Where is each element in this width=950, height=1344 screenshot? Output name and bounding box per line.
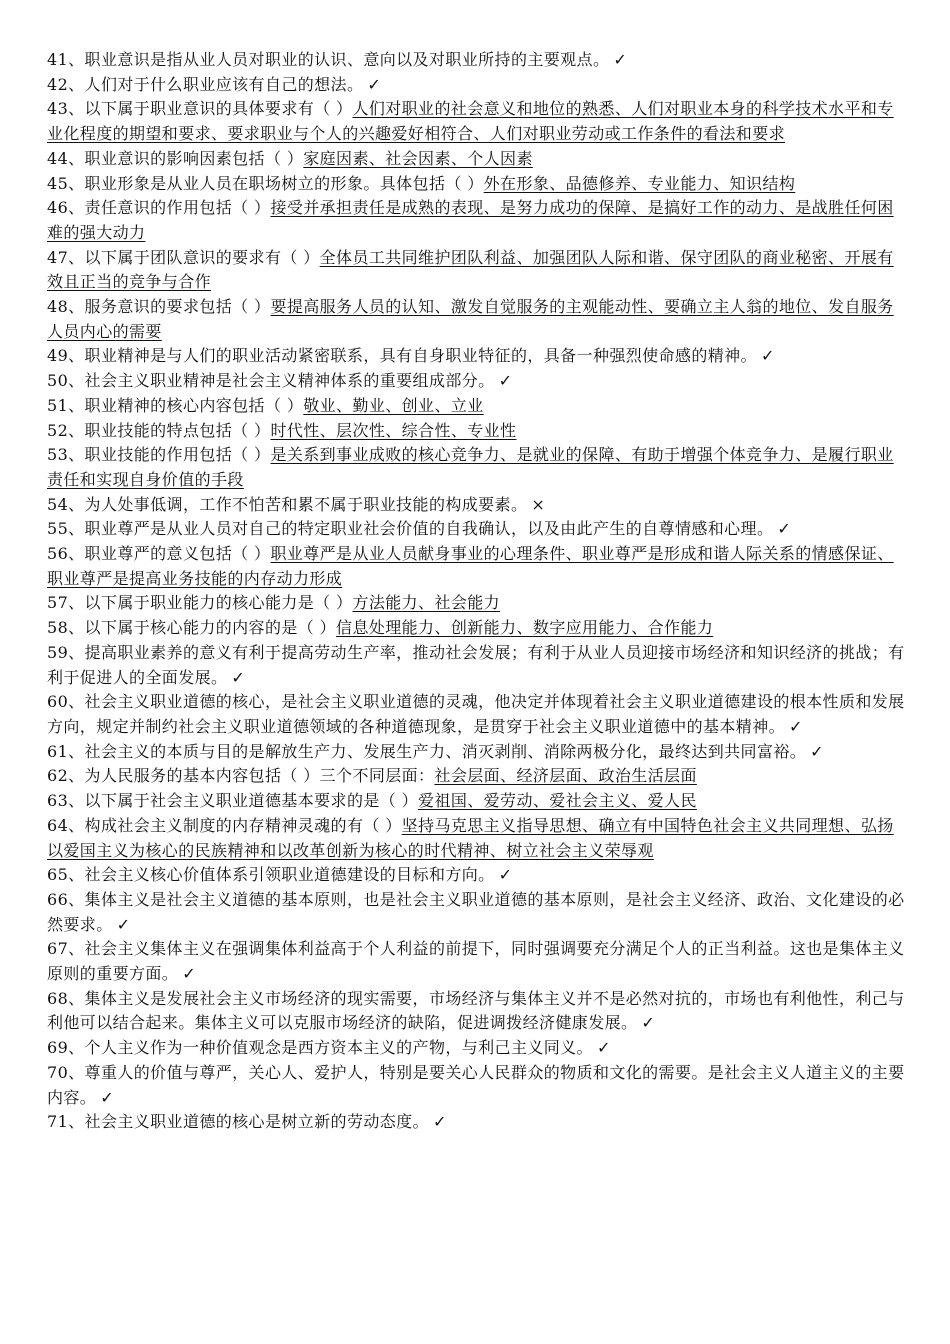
question-58 [47, 616, 906, 641]
check-mark: ✓ [182, 964, 197, 984]
check-mark: ✓ [116, 914, 131, 934]
question-text: 46、责任意识的作用包括（ ） [47, 198, 271, 218]
question-68 [47, 987, 906, 1036]
answer-text: 方法能力、社会能力 [352, 593, 501, 613]
question-50 [47, 369, 906, 394]
check-mark: ✓ [231, 667, 246, 687]
question-43 [47, 97, 906, 146]
question-42 [47, 73, 906, 98]
question-text: 51、职业精神的核心内容包括（ ） [47, 395, 304, 415]
question-61 [47, 740, 906, 765]
question-47 [47, 246, 906, 295]
check-mark: ✓ [498, 371, 513, 391]
question-70 [47, 1061, 906, 1110]
question-text: 68、集体主义是发展社会主义市场经济的现实需要，市场经济与集体主义并不是必然对抗的，市场也有利他性，利己与利他可以结合起来。集体主义可以克服市场经济的缺陷，促进调拨经济健康发展。 [47, 988, 905, 1033]
question-57 [47, 591, 906, 616]
question-text: 43、以下属于职业意识的具体要求有（ ） [47, 99, 353, 119]
question-46 [47, 196, 906, 245]
answer-text: 接受并承担责任是成熟的表现、是努力成功的保障、是搞好工作的动力、是战胜任何困难的强大动力 [47, 198, 894, 242]
check-mark: ✓ [498, 865, 513, 885]
question-text: 57、以下属于职业能力的核心能力是（ ） [47, 593, 353, 613]
question-text: 53、职业技能的作用包括（ ） [47, 445, 271, 465]
answer-text: 敬业、勤业、创业、立业 [303, 395, 484, 415]
question-66 [47, 888, 906, 937]
question-56 [47, 542, 906, 591]
answer-text: 要提高服务人员的认知、激发自觉服务的主观能动性、要确立主人翁的地位、发自服务人员内心的需要 [47, 297, 894, 341]
question-text: 62、为人民服务的基本内容包括（ ）三个不同层面： [47, 766, 435, 786]
question-62 [47, 764, 906, 789]
check-mark: ✓ [613, 50, 628, 69]
cross-mark: × [531, 494, 546, 514]
check-mark: ✓ [100, 1087, 115, 1107]
question-text: 44、职业意识的影响因素包括（ ） [47, 148, 304, 168]
question-60 [47, 690, 906, 739]
answer-text: 是关系到事业成败的核心竞争力、是就业的保障、有助于增强个体竞争力、是履行职业责任和实现自身价值的手段 [47, 445, 894, 489]
question-45 [47, 172, 906, 197]
question-65 [47, 863, 906, 888]
answer-text: 家庭因素、社会因素、个人因素 [303, 148, 533, 168]
question-text: 54、为人处事低调，工作不怕苦和累不属于职业技能的构成要素。 [47, 494, 528, 514]
question-49 [47, 344, 906, 369]
question-48 [47, 295, 906, 344]
check-mark: ✓ [760, 346, 775, 366]
answer-text: 人们对职业的社会意义和地位的熟悉、人们对职业本身的科学技术水平和专业化程度的期望和要求、要求职业与个人的兴趣爱好相符合、人们对职业劳动或工作条件的看法和要求 [47, 99, 894, 144]
question-63 [47, 789, 906, 814]
question-41 [47, 48, 906, 73]
question-text: 45、职业形象是从业人员在职场树立的形象。具体包括（ ） [47, 173, 484, 193]
question-text: 63、以下属于社会主义职业道德基本要求的是（ ） [47, 791, 419, 811]
question-text: 59、提高职业素养的意义有利于提高劳动生产率，推动社会发展；有利于从业人员迎接市场经济和知识经济的挑战；有利于促进人的全面发展。 [47, 642, 905, 687]
question-text: 69、个人主义作为一种价值观念是西方资本主义的产物，与利己主义同义。 [47, 1038, 593, 1058]
answer-text: 全体员工共同维护团队利益、加强团队人际和谐、保守团队的商业秘密、开展有效且正当的竞争与合作 [47, 247, 894, 292]
answer-text: 社会层面、经济层面、政治生活层面 [434, 766, 697, 786]
question-71 [47, 1110, 906, 1135]
question-text: 48、服务意识的要求包括（ ） [47, 297, 271, 317]
check-mark: ✓ [432, 1112, 447, 1132]
question-text: 58、以下属于核心能力的内容的是（ ） [47, 618, 337, 638]
check-mark: ✓ [596, 1038, 611, 1058]
check-mark: ✓ [810, 741, 824, 761]
check-mark: ✓ [367, 74, 382, 94]
question-text: 55、职业尊严是从业人员对自己的特定职业社会价值的自我确认，以及由此产生的自尊情感和心理。 [47, 519, 774, 539]
question-text: 66、集体主义是社会主义道德的基本原则，也是社会主义职业道德的基本原则，是社会主义经济、政治、文化建设的必然要求。 [47, 889, 905, 934]
question-text: 47、以下属于团队意识的要求有（ ） [47, 247, 320, 267]
question-text: 67、社会主义集体主义在强调集体利益高于个人利益的前提下，同时强调要充分满足个人的正当利益。这也是集体主义原则的重要方面。 [47, 939, 905, 984]
answer-text: 坚持马克思主义指导思想、确立有中国特色社会主义共同理想、弘扬以爱国主义为核心的民族精神和以改革创新为核心的时代精神、树立社会主义荣辱观 [47, 815, 894, 860]
check-mark: ✓ [789, 716, 803, 736]
question-59 [47, 641, 906, 690]
question-64 [47, 814, 906, 863]
question-text: 49、职业精神是与人们的职业活动紧密联系，具有自身职业特征的，具备一种强烈使命感的精神。 [47, 346, 757, 366]
answer-text: 职业尊严是从业人员献身事业的心理条件、职业尊严是形成和谐人际关系的情感保证、职业尊严是提高业务技能的内存动力形成 [47, 544, 894, 588]
answer-text: 爱祖国、爱劳动、爱社会主义、爱人民 [418, 791, 697, 811]
check-mark: ✓ [777, 519, 792, 539]
answer-text: 信息处理能力、创新能力、数字应用能力、合作能力 [336, 618, 714, 638]
question-69 [47, 1036, 906, 1061]
question-51 [47, 394, 906, 419]
question-text: 70、尊重人的价值与尊严，关心人、爱护人，特别是要关心人民群众的物质和文化的需要。是社会主义人道主义的主要内容。 [47, 1062, 905, 1107]
question-text: 65、社会主义核心价值体系引领职业道德建设的目标和方向。 [47, 865, 495, 885]
question-53 [47, 443, 906, 492]
question-text: 50、社会主义职业精神是社会主义精神体系的重要组成部分。 [47, 371, 495, 391]
question-text: 42、人们对于什么职业应该有自己的想法。 [47, 74, 364, 94]
question-text: 64、构成社会主义制度的内存精神灵魂的有（ ） [47, 815, 402, 835]
answer-text: 时代性、层次性、综合性、专业性 [270, 420, 517, 440]
question-text: 60、社会主义职业道德的核心，是社会主义职业道德的灵魂，他决定并体现着社会主义职业道德建设的根本性质和发展方向，规定并制约社会主义职业道德领域的各种道德现象，是贯穿于社会主义职业道德中的基本精神。 [47, 692, 905, 736]
question-52 [47, 419, 906, 444]
answer-text: 外在形象、品德修养、专业能力、知识结构 [483, 173, 796, 193]
question-text: 61、社会主义的本质与目的是解放生产力、发展生产力、消灭剥削、消除两极分化，最终达到共同富裕。 [47, 741, 807, 761]
question-67 [47, 937, 906, 986]
question-55 [47, 517, 906, 542]
question-text: 71、社会主义职业道德的核心是树立新的劳动态度。 [47, 1112, 429, 1132]
question-text: 56、职业尊严的意义包括（ ） [47, 544, 271, 564]
question-44 [47, 147, 906, 172]
check-mark: ✓ [641, 1013, 656, 1033]
question-54 [47, 493, 906, 518]
question-text: 52、职业技能的特点包括（ ） [47, 420, 271, 440]
question-text: 41、职业意识是指从业人员对职业的认识、意向以及对职业所持的主要观点。 [47, 50, 610, 69]
